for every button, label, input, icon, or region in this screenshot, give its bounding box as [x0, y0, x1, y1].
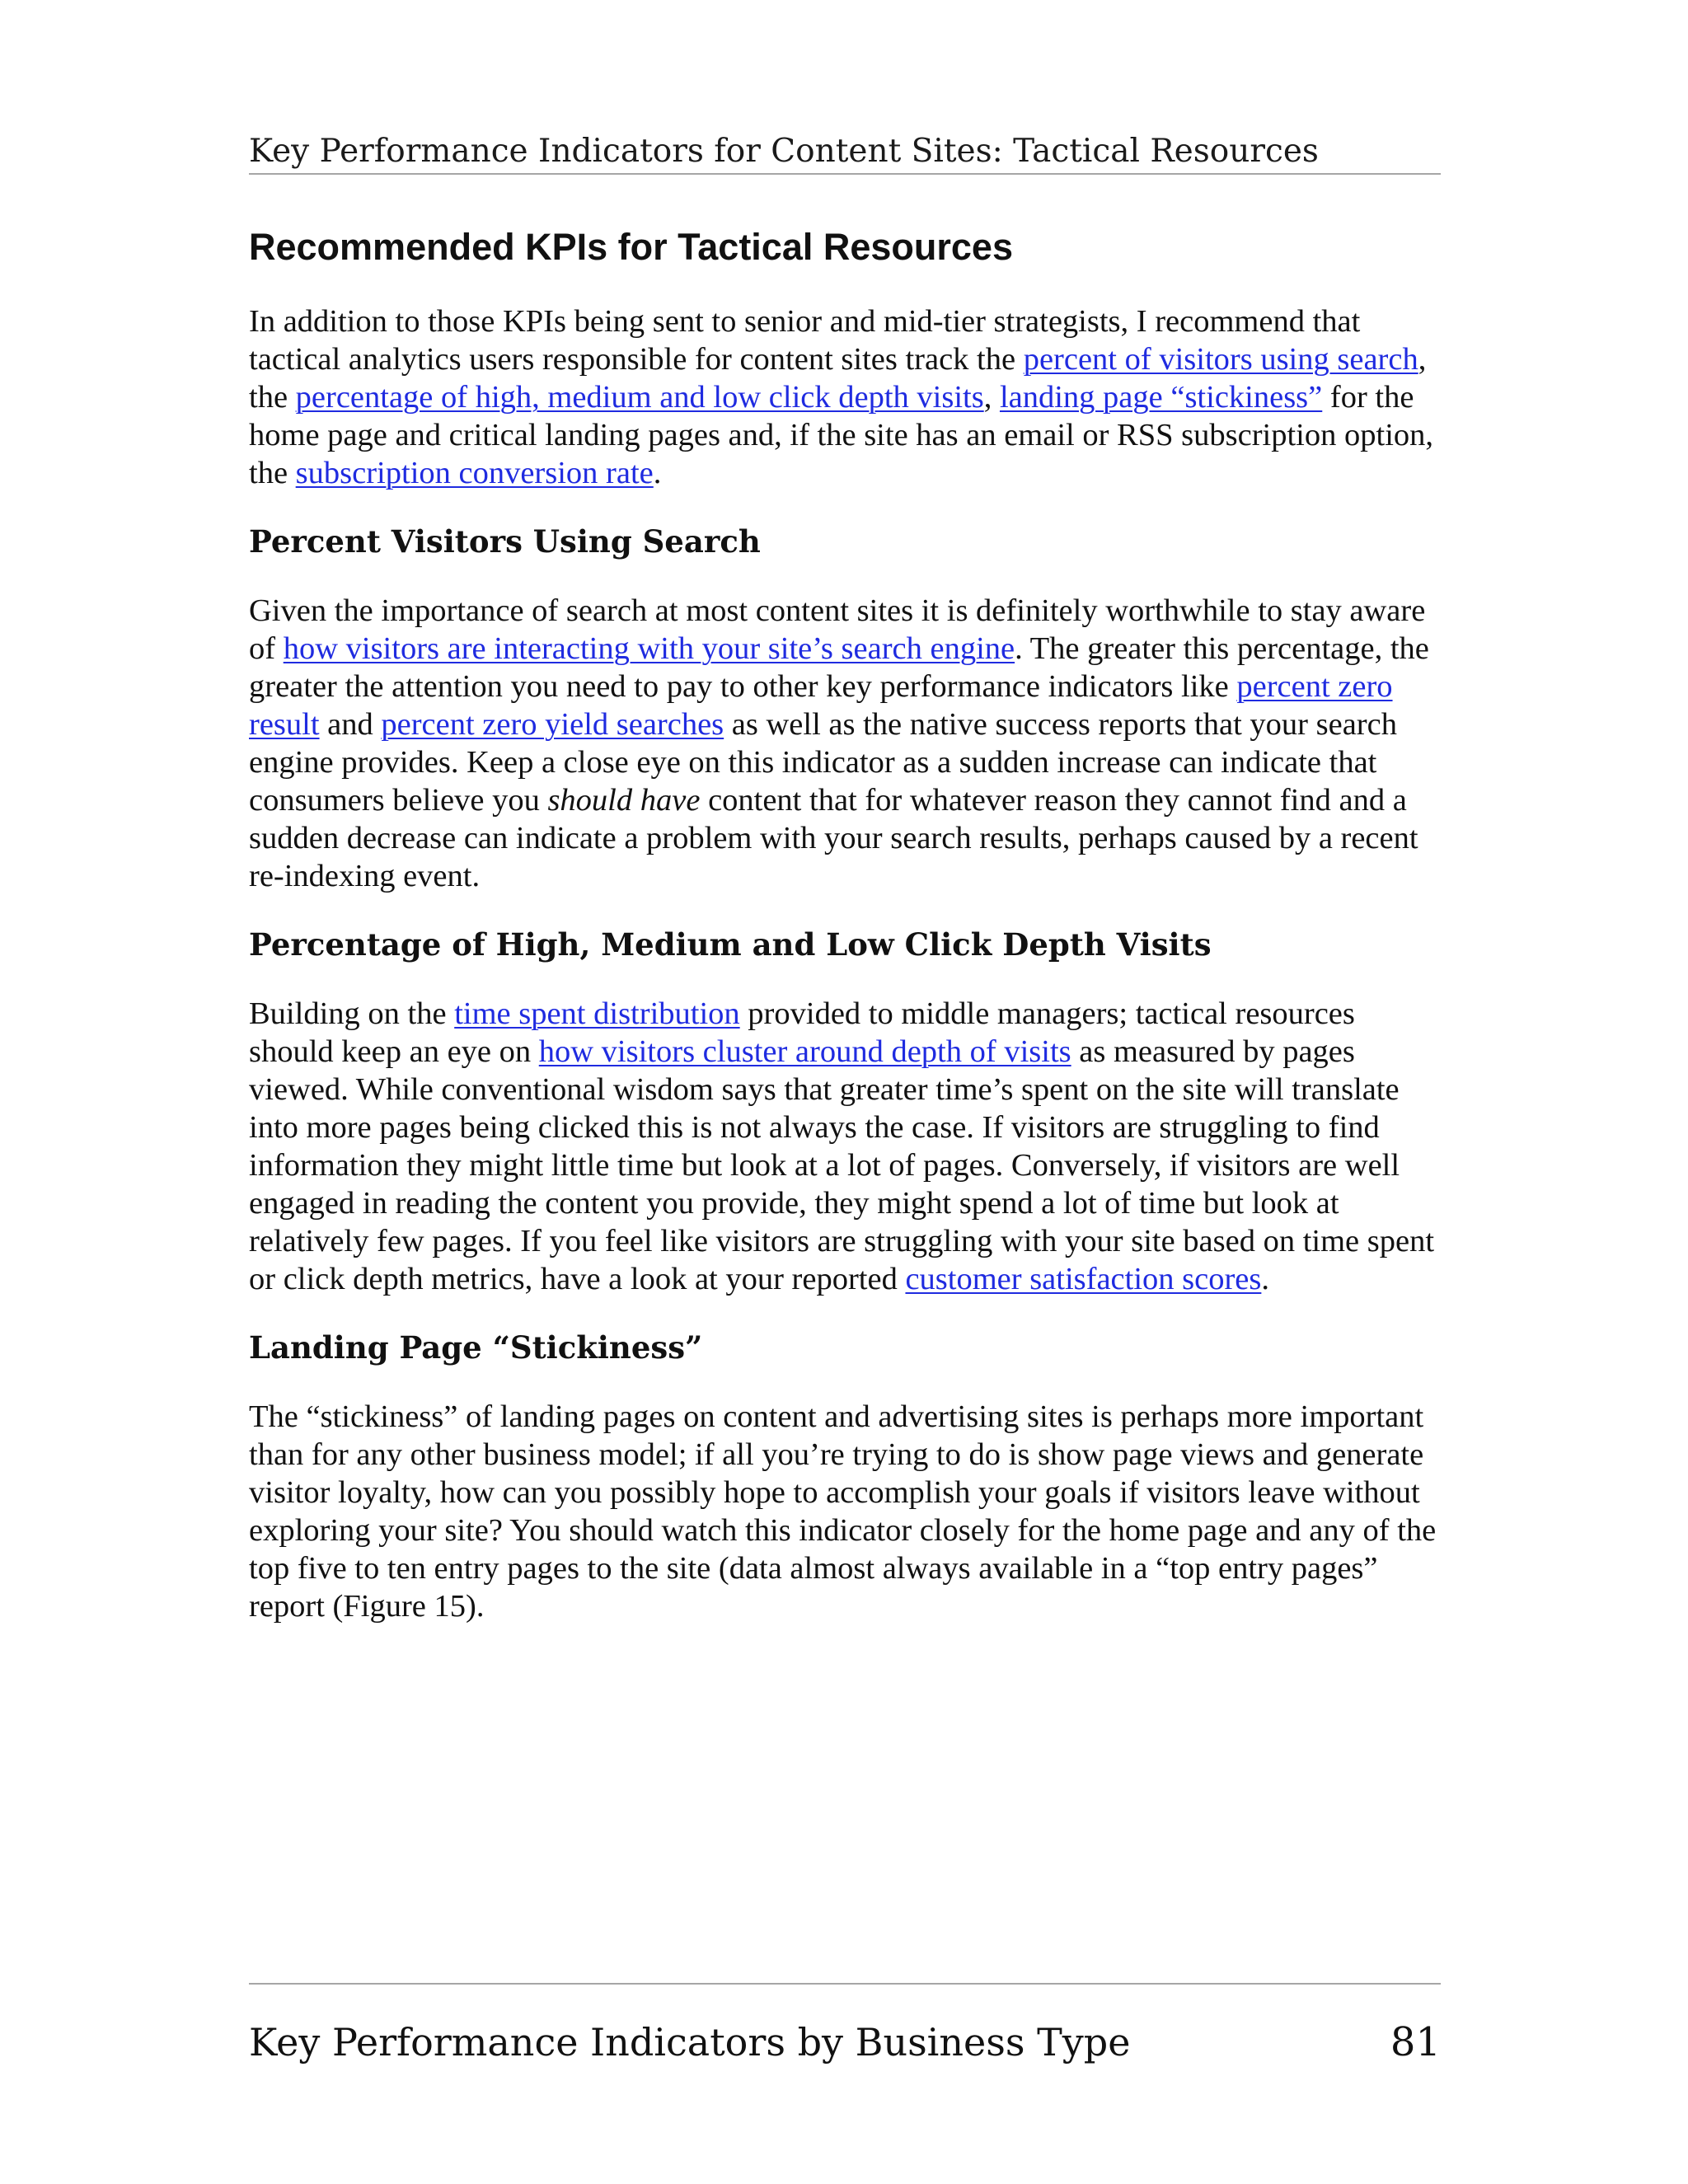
- stickiness-section-heading: Landing Page “Stickiness”: [249, 1329, 703, 1366]
- search-text-5: content that for whatever reason they cannot find and a sudden decrease can indicate a problem with your search results, perhaps caused by a recent re-indexing event.: [249, 783, 1418, 893]
- intro-paragraph: [249, 302, 1441, 492]
- link-customer-satisfaction-scores[interactable]: customer satisfaction scores: [905, 1262, 1262, 1296]
- running-header: Key Performance Indicators for Content Sites: Tactical Resources: [249, 133, 1319, 170]
- intro-text-3: ,: [983, 380, 1000, 415]
- link-site-search-interaction[interactable]: how visitors are interacting with your site’s search engine: [283, 631, 1015, 666]
- link-percent-zero-result[interactable]: percent zero result: [249, 669, 1393, 742]
- section-title: Recommended KPIs for Tactical Resources: [249, 226, 1013, 268]
- search-text-3: and: [319, 707, 382, 742]
- click-depth-text-2: provided to middle managers; tactical resources should keep an eye on: [249, 996, 1355, 1069]
- search-section-heading: Percent Visitors Using Search: [249, 523, 761, 560]
- link-time-spent-distribution[interactable]: time spent distribution: [454, 996, 740, 1031]
- click-depth-text-3: as measured by pages viewed. While conventional wisdom says that greater time’s spent on the site will translate into more pages being clicked this is not always the case. If visitors are struggling to find information they might little time but look at a lot of pages. Conversely, if visitors are well engaged in reading the content you provide, they might spend a lot of time but look at relatively few pages. If you feel like visitors are struggling with your site based on time spent or click depth metrics, have a look at your reported: [249, 1034, 1435, 1296]
- search-emphasis: should have: [547, 783, 701, 818]
- link-click-depth-visits[interactable]: percentage of high, medium and low click depth visits: [295, 380, 984, 415]
- intro-text-5: .: [653, 456, 662, 490]
- intro-text-2: , the: [249, 342, 1427, 415]
- search-section-paragraph: [249, 592, 1441, 895]
- click-depth-text-4: .: [1261, 1262, 1269, 1296]
- click-depth-text-1: Building on the: [249, 996, 455, 1031]
- footer-rule: [249, 1983, 1441, 1985]
- link-visit-depth-clusters[interactable]: how visitors cluster around depth of visits: [538, 1034, 1071, 1069]
- footer-title: Key Performance Indicators by Business Type: [249, 2020, 1131, 2064]
- click-depth-section-paragraph: [249, 995, 1441, 1298]
- search-text-2: . The greater this percentage, the greater the attention you need to pay to other key performance indicators like: [249, 631, 1429, 704]
- page-content: [249, 221, 1441, 1625]
- intro-text-1: In addition to those KPIs being sent to senior and mid-tier strategists, I recommend that tactical analytics users responsible for content sites track the: [249, 304, 1361, 377]
- document-page: [249, 0, 1441, 2184]
- link-percent-visitors-using-search[interactable]: percent of visitors using search: [1023, 342, 1418, 377]
- search-text-1: Given the importance of search at most content sites it is definitely worthwhile to stay aware of: [249, 593, 1426, 666]
- header-rule: [249, 173, 1441, 175]
- link-subscription-conversion-rate[interactable]: subscription conversion rate: [295, 456, 654, 490]
- link-landing-page-stickiness[interactable]: landing page “stickiness”: [999, 380, 1323, 415]
- search-text-4: as well as the native success reports that your search engine provides. Keep a close eye on this indicator as a sudden increase can indicate that consumers believe you: [249, 707, 1397, 818]
- page-number: 81: [1390, 2019, 1441, 2065]
- stickiness-section-paragraph: The “stickiness” of landing pages on content and advertising sites is perhaps more important than for any other business model; if all you’re trying to do is show page views and generate visitor loyalty, how can you possibly hope to accomplish your goals if visitors leave without exploring your site? You should watch this indicator closely for the home page and any of the top five to ten entry pages to the site (data almost always available in a “top entry pages” report (Figure 15).: [249, 1399, 1437, 1624]
- click-depth-section-heading: Percentage of High, Medium and Low Click Depth Visits: [249, 926, 1212, 963]
- link-percent-zero-yield-searches[interactable]: percent zero yield searches: [381, 707, 724, 742]
- intro-text-4: for the home page and critical landing pages and, if the site has an email or RSS subscription option, the: [249, 380, 1434, 490]
